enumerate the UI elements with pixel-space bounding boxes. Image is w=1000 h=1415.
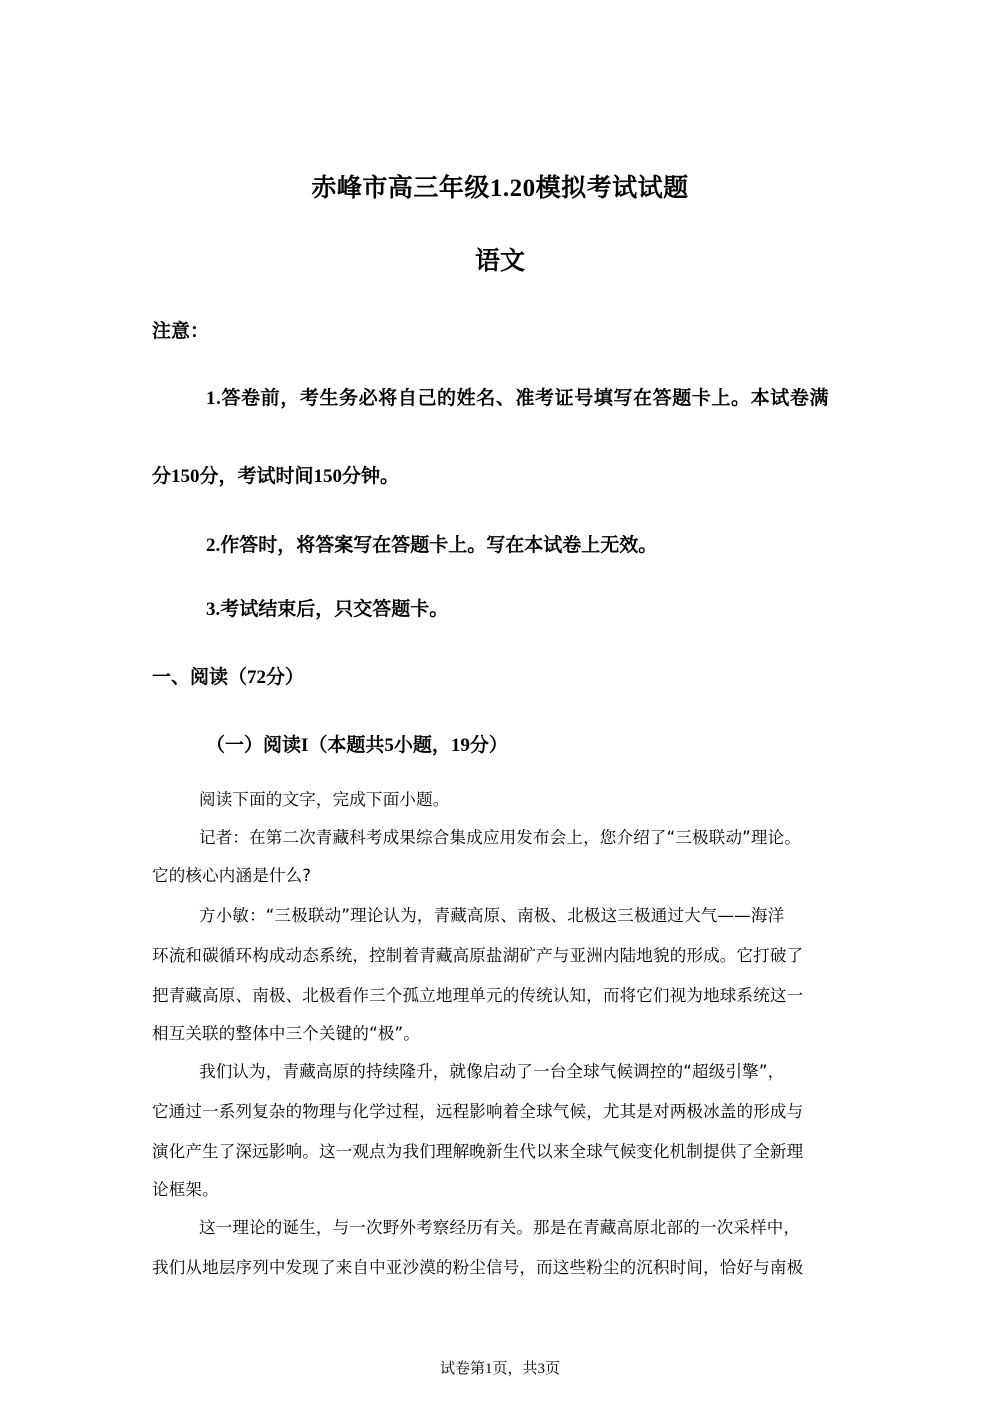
exam-title: 赤峰市高三年级1.20模拟考试试题 — [311, 175, 689, 202]
notice-item-1-line-1: 1.答卷前，考生务必将自己的姓名、准考证号填写在答题卡上。本试卷满 — [206, 388, 830, 409]
section-heading-reading: 一、阅读（72分） — [152, 667, 305, 688]
body-line: 这一理论的诞生，与一次野外考察经历有关。那是在青藏高原北部的一次采样中， — [199, 1218, 801, 1237]
body-line: 我们认为，青藏高原的持续隆升，就像启动了一台全球气候调控的“超级引擎”， — [199, 1062, 785, 1081]
body-line: 我们从地层序列中发现了来自中亚沙漠的粉尘信号，而这些粉尘的沉积时间，恰好与南极 — [152, 1258, 804, 1277]
body-line: 方小敏：“三极联动”理论认为，青藏高原、南极、北极这三极通过大气——海洋 — [199, 906, 785, 925]
body-line: 它的核心内涵是什么? — [152, 866, 312, 885]
notice-label: 注意： — [152, 321, 210, 342]
subject-heading: 语文 — [474, 248, 525, 275]
body-line: 相互关联的整体中三个关键的“极”。 — [152, 1024, 420, 1043]
body-line: 记者：在第二次青藏科考成果综合集成应用发布会上，您介绍了“三极联动”理论。 — [199, 828, 801, 847]
body-line: 论框架。 — [152, 1180, 219, 1199]
body-line: 环流和碳循环构成动态系统，控制着青藏高原盐湖矿产与亚洲内陆地貌的形成。它打破了 — [152, 946, 804, 965]
notice-item-2: 2.作答时，将答案写在答题卡上。写在本试卷上无效。 — [206, 535, 658, 556]
body-line: 把青藏高原、南极、北极看作三个孤立地理单元的传统认知，而将它们视为地球系统这一 — [152, 986, 804, 1005]
body-line: 它通过一系列复杂的物理与化学过程，远程影响着全球气候，尤其是对两极冰盖的形成与 — [152, 1102, 804, 1121]
notice-item-3: 3.考试结束后，只交答题卡。 — [206, 599, 449, 620]
body-line: 阅读下面的文字，完成下面小题。 — [199, 790, 450, 809]
page-footer: 试卷第1页，共3页 — [439, 1361, 560, 1377]
notice-item-1-line-2: 分150分，考试时间150分钟。 — [152, 466, 400, 487]
body-line: 演化产生了深远影响。这一观点为我们理解晚新生代以来全球气候变化机制提供了全新理 — [152, 1142, 804, 1161]
subsection-heading-reading-1: （一）阅读I（本题共5小题，19分） — [206, 735, 508, 756]
